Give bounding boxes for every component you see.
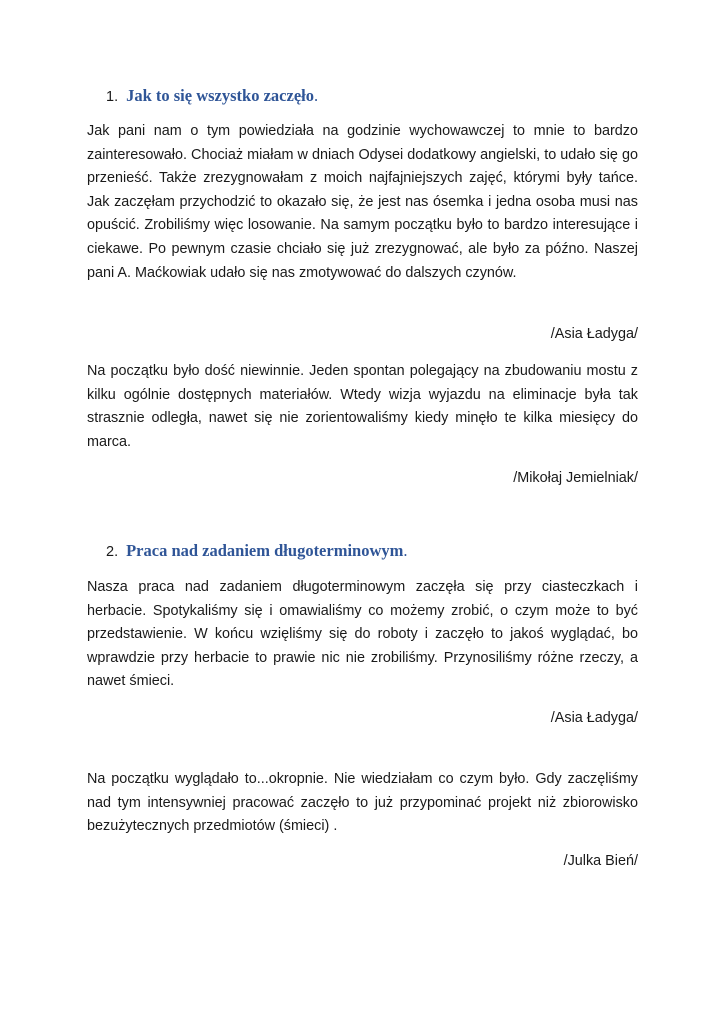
author-signature: /Mikołaj Jemielniak/ xyxy=(513,470,638,486)
author-signature: /Asia Ładyga/ xyxy=(550,326,638,342)
section-title: Jak to się wszystko zaczęło xyxy=(126,86,314,105)
paragraph: Na początku było dość niewinnie. Jeden spontan polegający na zbudowaniu mostu z kilku ogólnie dostępnych materiałów. Wtedy wizja wyjazdu na eliminacje była tak strasznie odległa, nawet się nie zorientowaliśmy kiedy minęło te kilka miesięcy do marca. xyxy=(87,363,638,450)
section-title: Praca nad zadaniem długoterminowym xyxy=(126,541,404,560)
author-signature: /Asia Ładyga/ xyxy=(550,710,638,726)
paragraph: Na początku wyglądało to...okropnie. Nie wiedziałam co czym było. Gdy zaczęliśmy nad tym intensywniej pracować zaczęło to już przypominać projekt niż zbiorowisko bezużytecznych przedmiotów (śmieci) . xyxy=(87,771,638,835)
paragraph: Jak pani nam o tym powiedziała na godzinie wychowawczej to mnie to bardzo zainteresowało. Chociaż miałam w dniach Odysei dodatkowy angielski, to udało się go przenieść. Także zrezygnowałam z moich najfajniejszych zajęć, którymi były tańce. Jak zaczęłam przychodzić to okazało się, że jest nas ósemka i jedna osoba musi nas opuścić. Zrobiliśmy więc losowanie. Na samym początku było to bardzo interesujące i ciekawe. Po pewnym czasie chciało się już zrezygnować, ale było za późno. Naszej pani A. Maćkowiak udało się nas zmotywować do dalszych czynów. xyxy=(87,123,638,281)
paragraph: Nasza praca nad zadaniem długoterminowym zaczęła się przy ciasteczkach i herbacie. Spotykaliśmy się i omawialiśmy co możemy zrobić, o czym może to być przedstawienie. W końcu wzięliśmy się do roboty i zaczęło to jakoś wyglądać, bo wprawdzie przy herbacie to prawie nic nie zrobiliśmy. Przynosiliśmy różne rzeczy, a nawet śmieci. xyxy=(87,579,638,690)
section-title-suffix: . xyxy=(403,541,408,560)
section-title-suffix: . xyxy=(313,86,319,105)
section-heading-2 xyxy=(106,541,408,561)
section-heading-1 xyxy=(106,86,318,106)
section-number: 2. xyxy=(106,544,119,560)
section-number: 1. xyxy=(106,89,119,105)
author-signature: /Julka Bień/ xyxy=(563,853,638,869)
